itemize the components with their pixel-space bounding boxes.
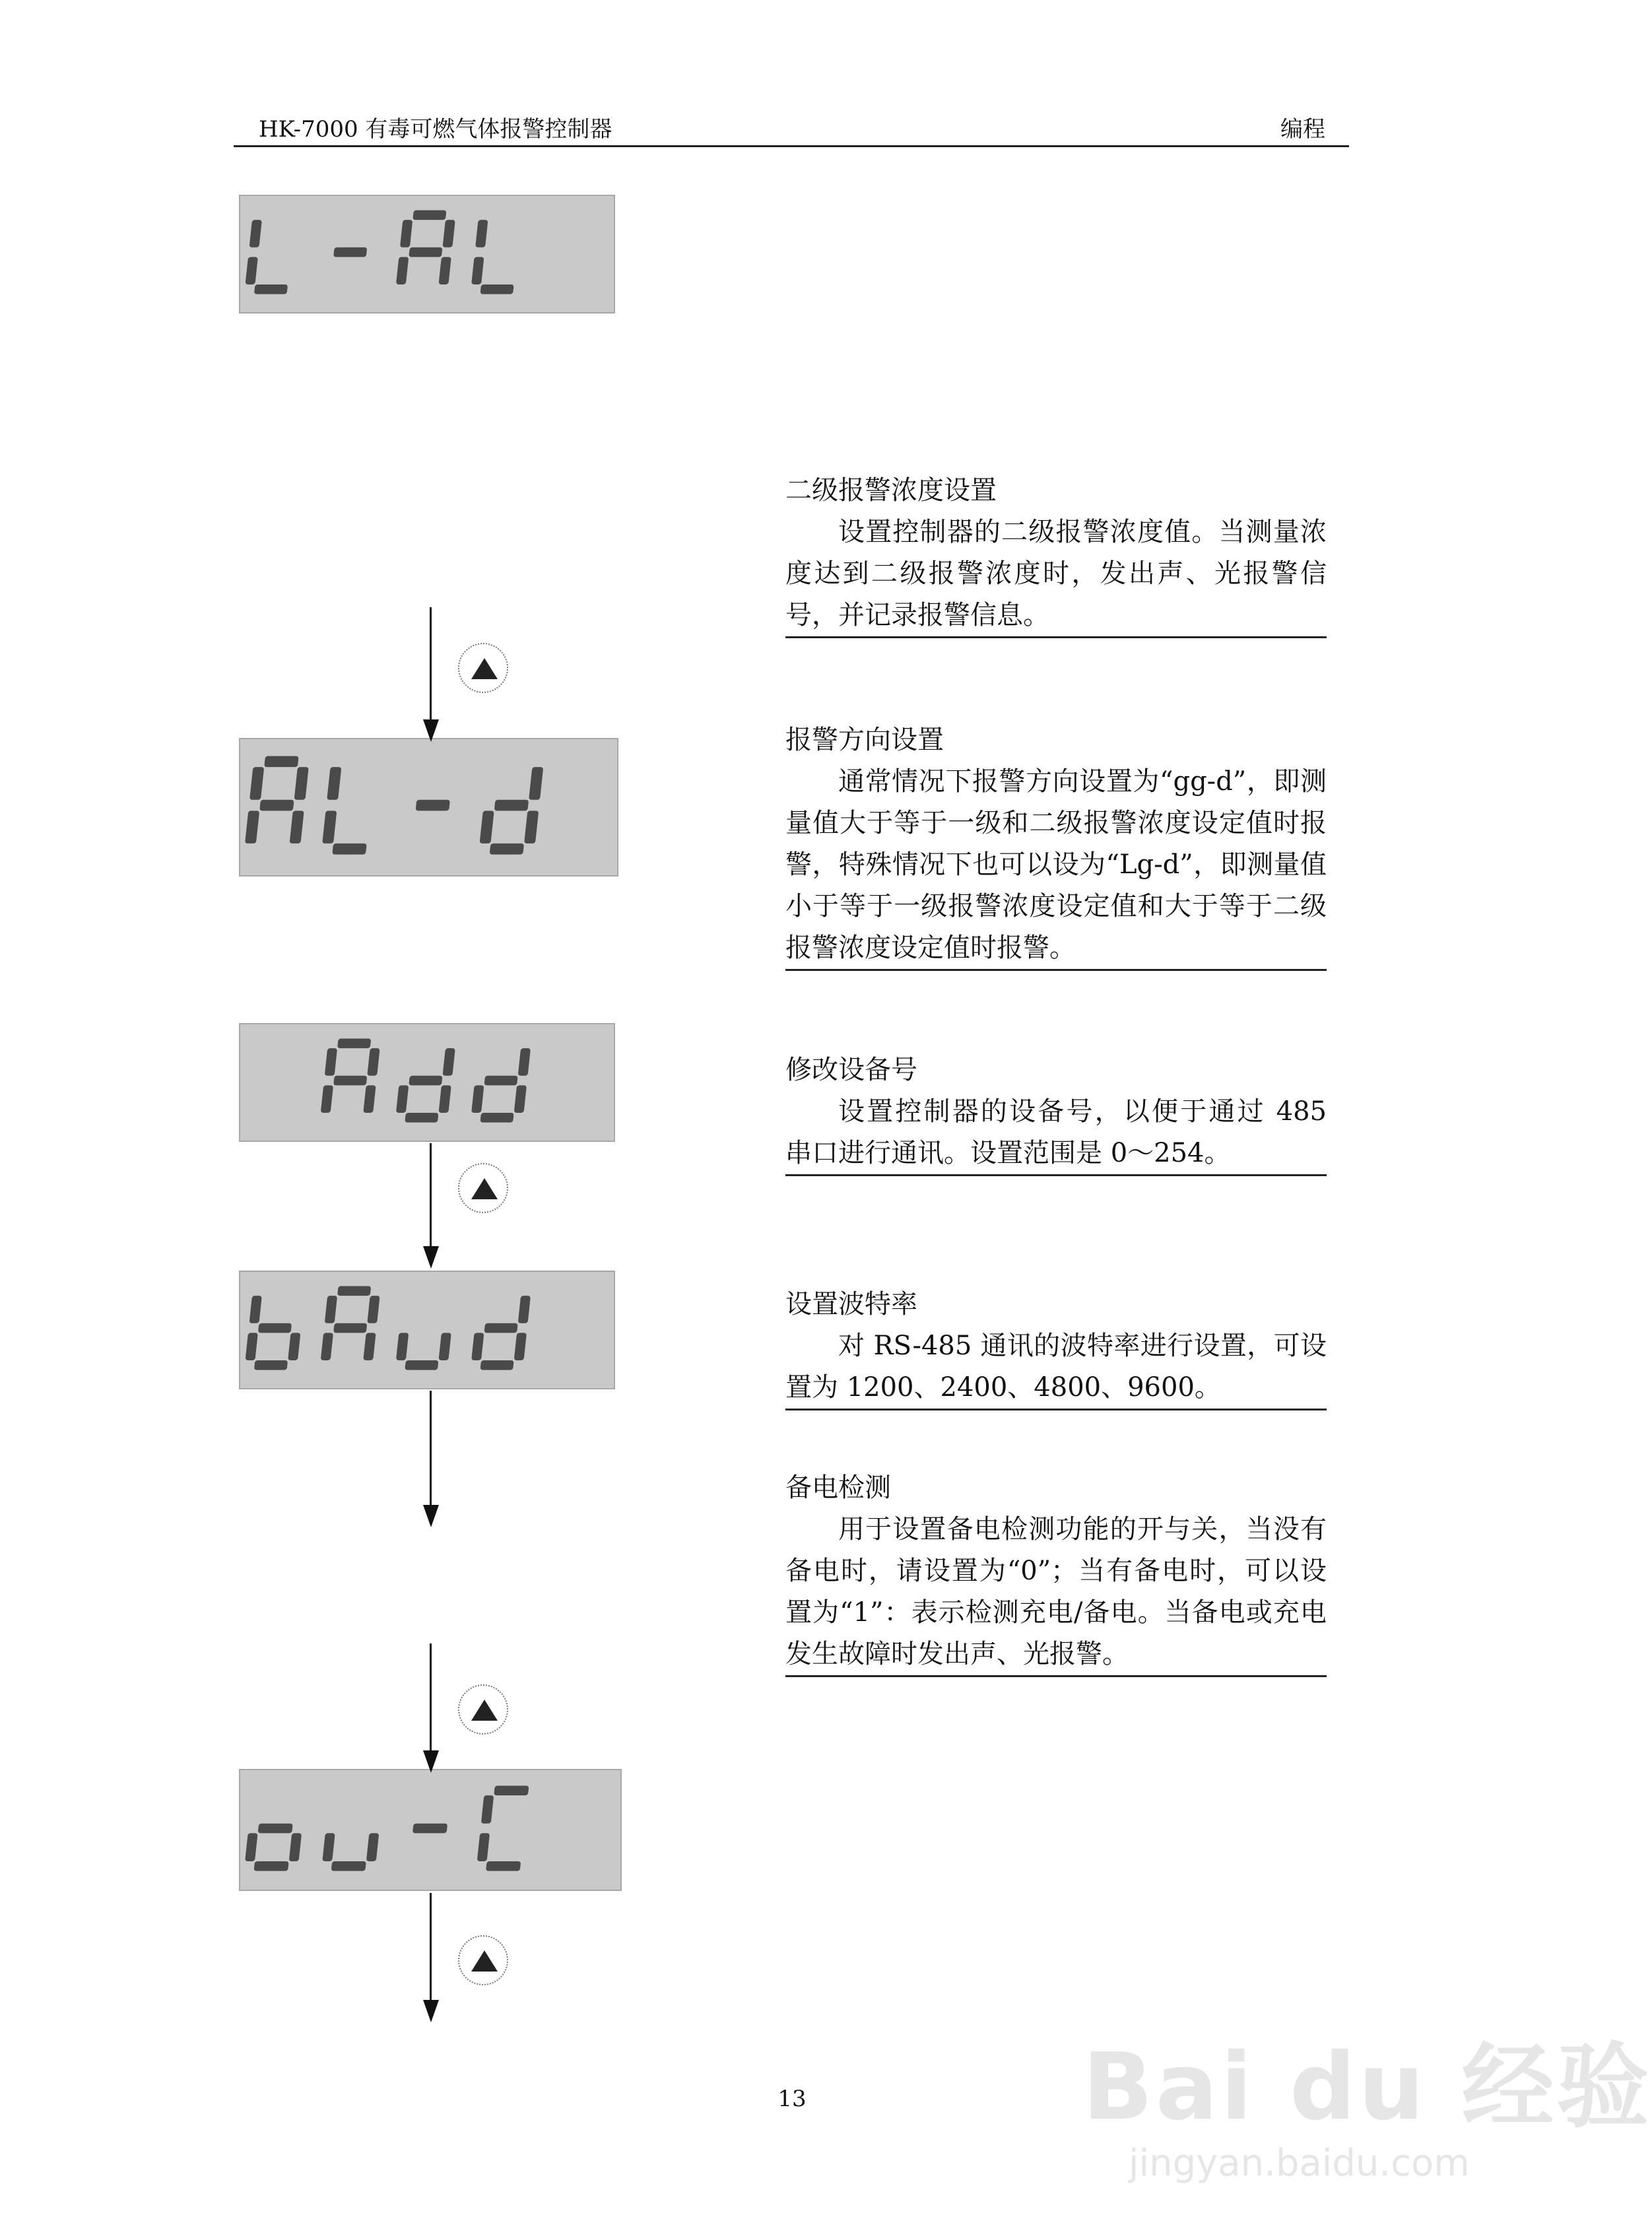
segment-d [254, 1360, 288, 1370]
segment-c [438, 1085, 451, 1113]
digit-d [471, 1048, 531, 1122]
segment-f [325, 1296, 337, 1323]
segment-d [480, 1113, 513, 1123]
segment-g [333, 1076, 367, 1086]
segment-f [249, 767, 264, 800]
page-number: 13 [777, 2086, 807, 2112]
segment-c [438, 1333, 451, 1360]
digit-A [321, 1286, 381, 1360]
segment-g [409, 1076, 442, 1086]
segment-g [494, 800, 529, 811]
segment-e [477, 1833, 490, 1861]
segment-e [245, 811, 259, 844]
segment-c [363, 1333, 376, 1360]
digit-L [471, 220, 521, 294]
flow-line-3 [430, 1391, 432, 1508]
segment-b [367, 1048, 380, 1076]
digit-u [321, 1833, 380, 1871]
segment-f [475, 220, 488, 248]
segment-b [518, 1048, 531, 1076]
segment-c [363, 1085, 376, 1113]
segment-c [290, 811, 304, 844]
segment-e [396, 257, 409, 284]
segment-d [405, 1360, 438, 1370]
segment-a [337, 1039, 371, 1049]
segment-e [471, 1333, 484, 1360]
section-title: 修改设备号 [785, 1055, 917, 1085]
segment-e [471, 1085, 484, 1113]
segment-d [480, 284, 513, 294]
segment-e [245, 1833, 257, 1861]
segment-g [259, 800, 294, 811]
segment-c [366, 1833, 379, 1861]
section-title: 报警方向设置 [785, 725, 944, 755]
segment-e [321, 1333, 333, 1360]
segment-g [333, 1323, 367, 1333]
segment-a [337, 1286, 371, 1296]
section-body: 设置控制器的二级报警浓度值。当测量浓度达到二级报警浓度时，发出声、光报警信号，并记录报警信息。 [785, 512, 1327, 638]
segment-e [396, 1085, 409, 1113]
segment-a [494, 1785, 529, 1795]
section-backup-power [785, 1467, 1327, 1677]
segment-b [294, 767, 309, 800]
segment-f [325, 1048, 337, 1076]
digit-o [244, 1824, 303, 1871]
digit-d [395, 1048, 455, 1122]
segment-d [490, 844, 524, 855]
section-title: 设置波特率 [785, 1289, 917, 1319]
segment-b [529, 767, 543, 800]
lcd-display-add [239, 1023, 615, 1142]
section-baud-rate [785, 1284, 1327, 1410]
lcd-display-al-d [239, 738, 618, 877]
digit-- [413, 1824, 447, 1834]
segment-c [524, 811, 539, 844]
flow-arrowhead-5 [423, 2000, 439, 2022]
segment-e [322, 811, 337, 844]
watermark [1082, 1980, 1652, 2205]
header-divider [234, 145, 1349, 147]
segment-d [486, 1861, 521, 1871]
seven-segment-baud [240, 1272, 614, 1388]
segment-a [413, 211, 446, 220]
flow-arrowhead-3 [423, 1505, 439, 1527]
segment-b [367, 1296, 380, 1323]
section-secondary-alarm [785, 470, 1327, 638]
segment-g [258, 1323, 292, 1333]
digit-- [416, 800, 450, 811]
flow-line-5 [430, 1893, 432, 2004]
segment-d [405, 1113, 438, 1123]
section-title: 备电检测 [785, 1473, 891, 1503]
section-alarm-direction [785, 719, 1327, 971]
segment-e [246, 1333, 258, 1360]
up-key-icon [458, 1684, 508, 1735]
watermark-url: jingyan.baidu.com [1129, 2142, 1470, 2185]
section-body: 用于设置备电检测功能的开与关，当没有备电时，请设置为“0”；当有备电时，可以设置为“1”：表示检测充电/备电。当备电或充电发生故障时发出声、光报警。 [785, 1509, 1327, 1677]
digit-u [395, 1333, 451, 1370]
segment-b [442, 1048, 455, 1076]
section-device-address [785, 1049, 1327, 1176]
section-body: 设置控制器的设备号，以便于通过 485 串口进行通讯。设置范围是 0～254。 [785, 1091, 1327, 1176]
segment-f [481, 1795, 494, 1824]
segment-c [288, 1333, 300, 1360]
segment-d [480, 1360, 513, 1370]
flow-line-2 [430, 1143, 432, 1249]
flow-arrowhead-2 [423, 1246, 439, 1269]
digit-- [333, 248, 367, 257]
seven-segment-ou-c [240, 1770, 620, 1890]
flow-arrowhead-1 [423, 719, 439, 742]
up-key-icon [458, 1163, 508, 1213]
section-body: 对 RS-485 通讯的波特率进行设置，可设置为 1200、2400、4800、9600。 [785, 1325, 1327, 1410]
segment-f [249, 1296, 262, 1323]
segment-e [396, 1333, 409, 1360]
segment-g [484, 1323, 517, 1333]
section-body: 通常情况下报警方向设置为“gg-d”，即测量值大于等于一级和二级报警浓度设定值时报警，特殊情况下也可以设为“Lg-d”，即测量值小于等于一级报警浓度设定值和大于等于二级报警浓度设定值时报警。 [785, 761, 1327, 971]
segment-e [471, 257, 484, 284]
seven-segment-add [240, 1024, 614, 1141]
segment-g [258, 1824, 293, 1834]
segment-d [332, 844, 366, 855]
seven-segment-l-al [240, 196, 614, 312]
segment-b [442, 220, 455, 248]
segment-a [264, 756, 298, 768]
digit-L [244, 220, 295, 294]
digit-d [479, 767, 543, 854]
segment-c [289, 1833, 302, 1861]
section-label: 编程 [1280, 116, 1325, 143]
segment-g [416, 800, 450, 811]
segment-e [322, 1833, 335, 1861]
seven-segment-al-d [240, 739, 617, 875]
segment-f [249, 220, 262, 248]
digit-A [321, 1039, 381, 1113]
segment-g [409, 248, 442, 257]
digit-A [396, 211, 456, 284]
segment-f [400, 220, 413, 248]
digit-L [321, 767, 375, 854]
flow-arrowhead-4 [423, 1750, 439, 1773]
segment-d [331, 1861, 366, 1871]
segment-f [327, 767, 341, 800]
document-title: HK-7000 有毒可燃气体报警控制器 [259, 116, 612, 143]
section-title: 二级报警浓度设置 [785, 475, 997, 506]
segment-g [333, 248, 367, 257]
segment-e [480, 811, 494, 844]
flow-line-1 [430, 607, 432, 726]
segment-c [438, 257, 451, 284]
flow-line-4 [430, 1643, 432, 1754]
lcd-display-baud [239, 1271, 615, 1389]
segment-b [518, 1296, 531, 1323]
digit-A [245, 756, 310, 844]
digit-d [471, 1296, 531, 1370]
segment-e [246, 257, 258, 284]
digit-b [244, 1296, 304, 1370]
segment-c [514, 1333, 527, 1360]
segment-g [484, 1076, 517, 1086]
watermark-logo: Bai du 经验 [1082, 2034, 1652, 2141]
lcd-display-l-al [239, 195, 615, 314]
lcd-display-ou-c [239, 1769, 622, 1891]
up-key-icon [458, 643, 508, 693]
segment-c [514, 1085, 527, 1113]
digit-C [476, 1785, 529, 1871]
up-key-icon [458, 1935, 508, 1985]
segment-d [253, 1861, 288, 1871]
segment-d [254, 284, 288, 294]
segment-e [321, 1085, 333, 1113]
segment-g [413, 1824, 447, 1834]
